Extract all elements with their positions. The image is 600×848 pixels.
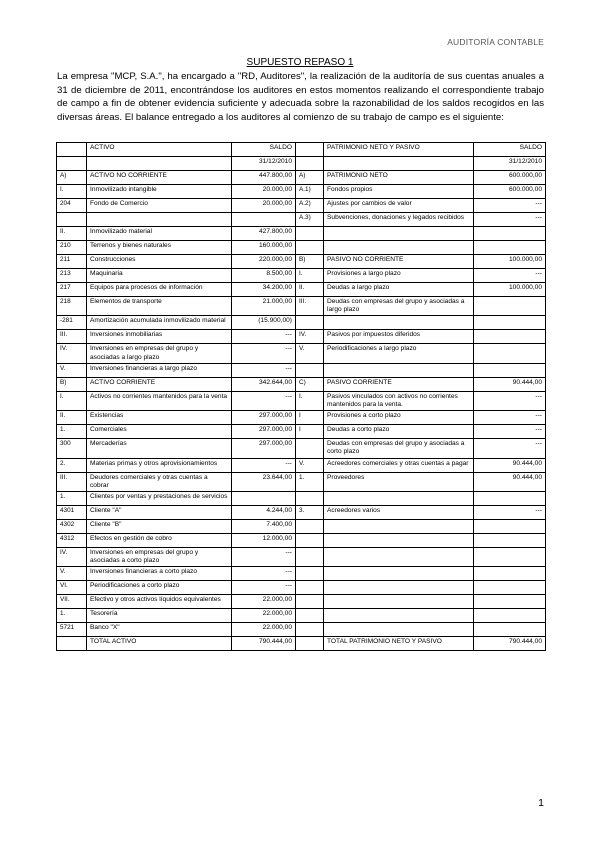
table-row	[57, 377, 546, 391]
table-row	[57, 567, 546, 581]
asset-balance: 34.200,00	[232, 283, 296, 297]
liab-concept: Deudas con empresas del grupo y asociadas a largo plazo	[324, 297, 474, 316]
liab-code	[296, 623, 324, 637]
asset-concept: Inversiones financieras a largo plazo	[87, 363, 232, 377]
liab-code: 3.	[296, 506, 324, 520]
balance-sheet-table	[56, 142, 546, 651]
table-row	[57, 199, 546, 213]
liab-concept: PASIVO CORRIENTE	[324, 377, 474, 391]
asset-balance: 20.000,00	[232, 199, 296, 213]
liab-balance: ---	[474, 439, 546, 458]
asset-concept: Cliente "B"	[87, 520, 232, 534]
liab-code: IV.	[296, 330, 324, 344]
liab-code: I	[296, 425, 324, 439]
asset-code: III.	[57, 472, 87, 491]
asset-balance: 4.244,00	[232, 506, 296, 520]
table-row	[57, 506, 546, 520]
page-number: 1	[538, 797, 544, 809]
liab-code	[296, 637, 324, 651]
table-row	[57, 623, 546, 637]
asset-code: 217	[57, 283, 87, 297]
table-header-row	[57, 143, 546, 157]
liab-code: A.3)	[296, 213, 324, 227]
asset-concept: Inversiones en empresas del grupo y asociadas a largo plazo	[87, 344, 232, 363]
asset-concept: ACTIVO CORRIENTE	[87, 377, 232, 391]
liab-balance: ---	[474, 411, 546, 425]
liab-code: V.	[296, 458, 324, 472]
liab-balance: 90.444,00	[474, 458, 546, 472]
asset-balance: 22.000,00	[232, 595, 296, 609]
liab-balance	[474, 609, 546, 623]
table-row	[57, 344, 546, 363]
asset-code	[57, 143, 87, 157]
asset-balance: 7.400,00	[232, 520, 296, 534]
liab-concept: TOTAL PATRIMONIO NETO Y PASIVO	[324, 637, 474, 651]
asset-code: V.	[57, 567, 87, 581]
liab-concept	[324, 316, 474, 330]
liab-concept	[324, 567, 474, 581]
table-row	[57, 213, 546, 227]
asset-concept: Efectivo y otros activos líquidos equivalentes	[87, 595, 232, 609]
liab-balance	[474, 241, 546, 255]
asset-concept: Mercaderías	[87, 439, 232, 458]
asset-concept: Comerciales	[87, 425, 232, 439]
asset-concept: Activos no corrientes mantenidos para la venta	[87, 391, 232, 410]
asset-concept: Equipos para procesos de información	[87, 283, 232, 297]
asset-concept: Inmovilizado material	[87, 227, 232, 241]
liab-concept: Deudas con empresas del grupo y asociadas a corto plazo	[324, 439, 474, 458]
table-row	[57, 363, 546, 377]
asset-balance: 342.644,00	[232, 377, 296, 391]
asset-concept	[87, 157, 232, 171]
asset-concept: Maquinaria	[87, 269, 232, 283]
asset-balance: ---	[232, 567, 296, 581]
liab-code	[296, 581, 324, 595]
liab-concept: Acreedores varios	[324, 506, 474, 520]
liab-balance	[474, 363, 546, 377]
asset-code: III.	[57, 330, 87, 344]
asset-concept: Fondo de Comercio	[87, 199, 232, 213]
asset-concept: Inversiones inmobiliarias	[87, 330, 232, 344]
asset-code: VII.	[57, 595, 87, 609]
liab-balance	[474, 534, 546, 548]
liab-code: 1.	[296, 472, 324, 491]
liab-concept	[324, 595, 474, 609]
liab-balance: 90.444,00	[474, 377, 546, 391]
asset-code: I.	[57, 391, 87, 410]
liab-concept: Provisiones a corto plazo	[324, 411, 474, 425]
asset-code	[57, 157, 87, 171]
liab-balance: 790.444,00	[474, 637, 546, 651]
asset-concept: ACTIVO	[87, 143, 232, 157]
liab-balance: 100.000,00	[474, 255, 546, 269]
liab-code	[296, 227, 324, 241]
liab-balance	[474, 595, 546, 609]
liab-concept	[324, 534, 474, 548]
liab-balance	[474, 567, 546, 581]
liab-balance: ---	[474, 391, 546, 410]
table-row	[57, 283, 546, 297]
asset-code: VI.	[57, 581, 87, 595]
liab-balance: 90.444,00	[474, 472, 546, 491]
asset-concept: Construcciones	[87, 255, 232, 269]
asset-balance	[232, 213, 296, 227]
liab-concept: Periodificaciones a largo plazo	[324, 344, 474, 363]
asset-balance: ---	[232, 581, 296, 595]
asset-concept: Inmovilizado intangible	[87, 185, 232, 199]
table-row	[57, 269, 546, 283]
liab-code: II.	[296, 283, 324, 297]
asset-balance: 8.500,00	[232, 269, 296, 283]
liab-concept	[324, 157, 474, 171]
liab-code: A.1)	[296, 185, 324, 199]
liab-balance	[474, 330, 546, 344]
liab-balance	[474, 344, 546, 363]
table-row	[57, 425, 546, 439]
asset-concept: TOTAL ACTIVO	[87, 637, 232, 651]
liab-concept	[324, 609, 474, 623]
asset-balance: 21.000,00	[232, 297, 296, 316]
liab-code	[296, 520, 324, 534]
liab-code	[296, 439, 324, 458]
liab-code: B)	[296, 255, 324, 269]
asset-balance: 297.000,00	[232, 411, 296, 425]
liab-concept: Deudas a corto plazo	[324, 425, 474, 439]
asset-balance	[232, 492, 296, 506]
table-row	[57, 637, 546, 651]
asset-code: 218	[57, 297, 87, 316]
liab-code: V.	[296, 344, 324, 363]
asset-balance: ---	[232, 363, 296, 377]
liab-balance	[474, 623, 546, 637]
liab-code	[296, 595, 324, 609]
table-row	[57, 241, 546, 255]
liab-balance	[474, 581, 546, 595]
liab-concept: PATRIMONIO NETO	[324, 171, 474, 185]
liab-balance	[474, 297, 546, 316]
asset-code: 4301	[57, 506, 87, 520]
liab-code	[296, 241, 324, 255]
liab-balance: ---	[474, 506, 546, 520]
table-row	[57, 411, 546, 425]
liab-balance	[474, 520, 546, 534]
liab-concept: Proveedores	[324, 472, 474, 491]
asset-code	[57, 213, 87, 227]
liab-concept	[324, 623, 474, 637]
table-row	[57, 458, 546, 472]
liab-concept: Pasivos vinculados con activos no corrientes mantenidos para la venta.	[324, 391, 474, 410]
asset-code: 2.	[57, 458, 87, 472]
asset-code: B)	[57, 377, 87, 391]
liab-concept: Deudas a largo plazo	[324, 283, 474, 297]
table-row	[57, 185, 546, 199]
liab-concept: Provisiones a largo plazo	[324, 269, 474, 283]
liab-concept: Subvenciones, donaciones y legados recibidos	[324, 213, 474, 227]
table-row	[57, 227, 546, 241]
table-row	[57, 171, 546, 185]
asset-code: 300	[57, 439, 87, 458]
liab-concept: PASIVO NO CORRIENTE	[324, 255, 474, 269]
asset-balance: ---	[232, 548, 296, 567]
asset-code: A)	[57, 171, 87, 185]
asset-balance: ---	[232, 391, 296, 410]
liab-code	[296, 363, 324, 377]
liab-code	[296, 157, 324, 171]
asset-code: 213	[57, 269, 87, 283]
asset-code: 211	[57, 255, 87, 269]
asset-concept: Inversiones en empresas del grupo y asociadas a corto plazo	[87, 548, 232, 567]
asset-balance: 20.000,00	[232, 185, 296, 199]
asset-code: II.	[57, 227, 87, 241]
liab-code: I.	[296, 391, 324, 410]
liab-code	[296, 609, 324, 623]
asset-code: IV.	[57, 344, 87, 363]
asset-concept: Materias primas y otros aprovisionamientos	[87, 458, 232, 472]
asset-concept	[87, 213, 232, 227]
asset-balance: 12.000,00	[232, 534, 296, 548]
liab-balance	[474, 492, 546, 506]
asset-balance: ---	[232, 344, 296, 363]
asset-code: 1.	[57, 425, 87, 439]
asset-code: II.	[57, 411, 87, 425]
asset-code: I.	[57, 185, 87, 199]
liab-concept	[324, 363, 474, 377]
asset-balance: ---	[232, 330, 296, 344]
asset-balance: 22.000,00	[232, 609, 296, 623]
liab-code	[296, 548, 324, 567]
table-row	[57, 439, 546, 458]
asset-balance: ---	[232, 458, 296, 472]
liab-code	[296, 316, 324, 330]
liab-concept	[324, 581, 474, 595]
asset-balance: 31/12/2010	[232, 157, 296, 171]
liab-concept: Pasivos por impuestos diferidos	[324, 330, 474, 344]
liab-balance: 600.000,00	[474, 171, 546, 185]
asset-code: IV.	[57, 548, 87, 567]
liab-code: C)	[296, 377, 324, 391]
asset-code: 5721	[57, 623, 87, 637]
table-row	[57, 391, 546, 410]
asset-balance: 790.444,00	[232, 637, 296, 651]
asset-code	[57, 637, 87, 651]
asset-concept: Amortización acumulada inmovilizado material	[87, 316, 232, 330]
liab-balance: SALDO	[474, 143, 546, 157]
asset-code: -281	[57, 316, 87, 330]
asset-code: 204	[57, 199, 87, 213]
asset-balance: (15.900,00)	[232, 316, 296, 330]
table-row	[57, 595, 546, 609]
liab-balance: 31/12/2010	[474, 157, 546, 171]
liab-concept: PATRIMONIO NETO Y PASIVO	[324, 143, 474, 157]
table-row	[57, 255, 546, 269]
liab-code	[296, 143, 324, 157]
table-row	[57, 316, 546, 330]
liab-code	[296, 492, 324, 506]
asset-balance: 297.000,00	[232, 439, 296, 458]
asset-code: 210	[57, 241, 87, 255]
liab-concept	[324, 492, 474, 506]
table-row	[57, 534, 546, 548]
table-row	[57, 492, 546, 506]
liab-code	[296, 567, 324, 581]
liab-code: III.	[296, 297, 324, 316]
table-row	[57, 520, 546, 534]
table-row	[57, 581, 546, 595]
asset-concept: Banco "X"	[87, 623, 232, 637]
asset-balance: 297.000,00	[232, 425, 296, 439]
asset-balance: 23.644,00	[232, 472, 296, 491]
asset-code: V.	[57, 363, 87, 377]
liab-code: I	[296, 411, 324, 425]
liab-code	[296, 534, 324, 548]
liab-balance: ---	[474, 213, 546, 227]
liab-balance: 600.000,00	[474, 185, 546, 199]
asset-code: 1.	[57, 609, 87, 623]
asset-concept: Existencias	[87, 411, 232, 425]
liab-balance: ---	[474, 269, 546, 283]
intro-paragraph: La empresa "MCP, S.A.", ha encargado a "RD, Auditores", la realización de la auditoría de sus cuentas anuales a 31 de diciembre de 2011, encontrándose los auditores en estos momentos realizando el correspondiente trabajo de campo a fin de obtener evidencia suficiente y adecuada sobre la razonabilidad de los saldos recogidos en las diversas áreas. El balance entregado a los auditores al comienzo de su trabajo de campo es el siguiente:	[57, 71, 544, 123]
table-row	[57, 548, 546, 567]
asset-balance: 160.000,00	[232, 241, 296, 255]
liab-concept: Fondos propios	[324, 185, 474, 199]
asset-concept: Inversiones financieras a corto plazo	[87, 567, 232, 581]
liab-concept	[324, 520, 474, 534]
liab-balance	[474, 316, 546, 330]
asset-concept: Cliente "A"	[87, 506, 232, 520]
table-row	[57, 297, 546, 316]
asset-concept: ACTIVO NO CORRIENTE	[87, 171, 232, 185]
asset-concept: Deudores comerciales y otras cuentas a cobrar	[87, 472, 232, 491]
liab-balance: ---	[474, 199, 546, 213]
table-date-row	[57, 157, 546, 171]
liab-code: A)	[296, 171, 324, 185]
liab-concept: Acreedores comerciales y otras cuentas a pagar	[324, 458, 474, 472]
liab-code: A.2)	[296, 199, 324, 213]
liab-concept	[324, 548, 474, 567]
asset-concept: Tesorería	[87, 609, 232, 623]
asset-concept: Terrenos y bienes naturales	[87, 241, 232, 255]
asset-concept: Clientes por ventas y prestaciones de servicios	[87, 492, 232, 506]
asset-concept: Periodificaciones a corto plazo	[87, 581, 232, 595]
liab-balance: ---	[474, 425, 546, 439]
asset-balance: 22.000,00	[232, 623, 296, 637]
table-row	[57, 609, 546, 623]
liab-concept	[324, 227, 474, 241]
liab-concept	[324, 241, 474, 255]
liab-balance	[474, 548, 546, 567]
liab-balance	[474, 227, 546, 241]
asset-code: 4302	[57, 520, 87, 534]
running-header: AUDITORÍA CONTABLE	[447, 37, 544, 47]
table-row	[57, 472, 546, 491]
asset-balance: SALDO	[232, 143, 296, 157]
asset-concept: Elementos de transporte	[87, 297, 232, 316]
table-row	[57, 330, 546, 344]
asset-balance: 427.800,00	[232, 227, 296, 241]
document-title: SUPUESTO REPASO 1	[246, 57, 354, 68]
asset-balance: 447.800,00	[232, 171, 296, 185]
asset-code: 4312	[57, 534, 87, 548]
asset-concept: Efectos en gestión de cobro	[87, 534, 232, 548]
liab-balance: 100.000,00	[474, 283, 546, 297]
liab-concept: Ajustes por cambios de valor	[324, 199, 474, 213]
asset-balance: 220.000,00	[232, 255, 296, 269]
liab-code: I.	[296, 269, 324, 283]
asset-code: 1.	[57, 492, 87, 506]
